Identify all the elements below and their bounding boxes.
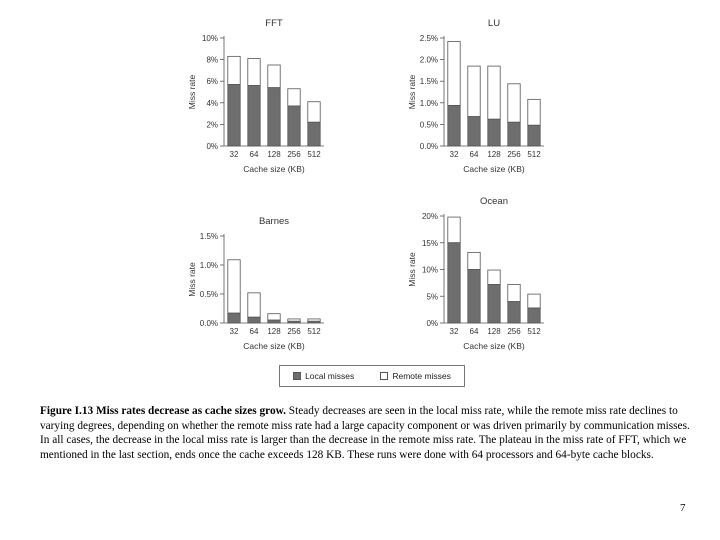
x-tick-label: 32 (449, 150, 459, 159)
y-axis-label: Miss rate (407, 252, 417, 287)
bar-remote-misses (288, 89, 300, 106)
y-tick-label: 1.0% (419, 98, 438, 108)
y-tick-label: 0% (206, 142, 218, 151)
x-tick-label: 64 (249, 327, 259, 336)
bar-remote-misses (448, 41, 460, 105)
bar-local-misses (308, 122, 320, 146)
bar-local-misses (248, 86, 260, 146)
y-tick-label: 0.0% (199, 319, 218, 328)
x-tick-label: 32 (229, 327, 239, 336)
legend-swatch-remote (380, 372, 388, 380)
bar-local-misses (528, 308, 540, 323)
x-tick-label: 512 (527, 327, 541, 336)
bar-local-misses (488, 284, 500, 323)
y-tick-label: 20% (421, 212, 438, 221)
bar-remote-misses (468, 66, 480, 117)
bar-remote-misses (508, 284, 520, 301)
bar-remote-misses (268, 65, 280, 88)
x-tick-label: 512 (307, 327, 321, 336)
bar-local-misses (528, 125, 540, 146)
y-tick-label: 0.5% (419, 120, 438, 130)
ocean-chart (400, 192, 560, 358)
bar-local-misses (268, 320, 280, 323)
y-tick-label: 2.5% (419, 34, 438, 43)
fft-chart (180, 14, 340, 184)
bar-remote-misses (308, 102, 320, 123)
chart-title: FFT (265, 18, 283, 29)
bar-local-misses (508, 122, 520, 146)
y-axis-label: Miss rate (187, 262, 197, 297)
bar-remote-misses (448, 217, 460, 243)
x-axis-label: Cache size (KB) (463, 341, 525, 351)
bar-local-misses (468, 270, 480, 324)
bar-remote-misses (488, 270, 500, 284)
bar-remote-misses (228, 56, 240, 84)
x-tick-label: 256 (507, 327, 521, 336)
bar-local-misses (308, 321, 320, 323)
bar-local-misses (268, 88, 280, 146)
bar-local-misses (248, 317, 260, 323)
bar-local-misses (448, 105, 460, 146)
bar-remote-misses (248, 293, 260, 317)
y-tick-label: 2.0% (419, 55, 438, 65)
x-tick-label: 64 (469, 150, 479, 159)
bar-local-misses (488, 119, 500, 146)
barnes-chart (176, 212, 336, 358)
x-tick-label: 64 (469, 327, 479, 336)
chart-title: Ocean (480, 196, 508, 207)
x-tick-label: 256 (507, 150, 521, 159)
x-tick-label: 128 (487, 150, 501, 159)
x-tick-label: 32 (449, 327, 459, 336)
x-tick-label: 256 (287, 150, 301, 159)
y-tick-label: 1.0% (199, 261, 218, 270)
lu-chart (400, 14, 560, 184)
y-tick-label: 4% (206, 98, 218, 108)
legend-label-local: Local misses (305, 371, 355, 381)
x-tick-label: 128 (267, 150, 281, 159)
bar-local-misses (228, 84, 240, 146)
bar-remote-misses (528, 294, 540, 308)
x-tick-label: 512 (527, 150, 541, 159)
x-tick-label: 64 (249, 150, 259, 159)
bar-local-misses (508, 302, 520, 323)
bar-local-misses (228, 313, 240, 323)
y-tick-label: 15% (421, 238, 438, 248)
bar-remote-misses (528, 99, 540, 125)
x-tick-label: 512 (307, 150, 321, 159)
bar-local-misses (448, 243, 460, 323)
bar-remote-misses (468, 252, 480, 269)
page-number: 7 (680, 502, 686, 514)
y-tick-label: 0% (426, 319, 438, 328)
bar-remote-misses (488, 66, 500, 119)
bar-remote-misses (248, 59, 260, 86)
y-tick-label: 10% (201, 34, 218, 43)
bar-local-misses (468, 117, 480, 146)
bar-local-misses (288, 321, 300, 323)
legend-swatch-local (293, 372, 301, 380)
y-tick-label: 6% (206, 77, 218, 87)
chart-legend (279, 365, 465, 387)
y-tick-label: 0.5% (199, 290, 218, 299)
legend-label-remote: Remote misses (392, 371, 451, 381)
bar-remote-misses (508, 84, 520, 122)
y-tick-label: 0.0% (419, 142, 438, 151)
y-tick-label: 10% (421, 265, 438, 275)
legend-item-local (293, 371, 354, 381)
legend-item-remote (380, 371, 451, 381)
y-tick-label: 2% (206, 120, 218, 130)
x-tick-label: 32 (229, 150, 239, 159)
y-tick-label: 5% (426, 292, 438, 302)
y-tick-label: 1.5% (199, 232, 218, 241)
y-tick-label: 8% (206, 55, 218, 65)
y-axis-label: Miss rate (407, 74, 417, 110)
x-tick-label: 128 (267, 327, 281, 336)
x-axis-label: Cache size (KB) (463, 164, 525, 174)
chart-title: LU (487, 18, 501, 29)
bar-remote-misses (268, 314, 280, 320)
y-tick-label: 1.5% (419, 77, 438, 87)
caption-title: Figure I.13 Miss rates decrease as cache sizes grow. (40, 405, 286, 417)
figure-caption (40, 404, 690, 462)
x-axis-label: Cache size (KB) (243, 164, 305, 174)
x-tick-label: 128 (487, 327, 501, 336)
bar-remote-misses (228, 260, 240, 313)
bar-local-misses (288, 106, 300, 146)
chart-title: Barnes (258, 216, 290, 227)
caption-body: Steady decreases are seen in the local miss rate, while the remote miss rate declines to varying degrees, depending on whether the remote miss rate had a large capacity component or was driven primarily by communication misses. In all cases, the decrease in the local miss rate is larger than the decrease in the remote miss rate. The plateau in the miss rate of FFT, which we mentioned in the last section, ends once the cache exceeds 128 KB. These runs were done with 64 processors and 64-byte cache blocks. (40, 405, 690, 461)
x-axis-label: Cache size (KB) (243, 341, 305, 351)
x-tick-label: 256 (287, 327, 301, 336)
y-axis-label: Miss rate (187, 74, 197, 110)
